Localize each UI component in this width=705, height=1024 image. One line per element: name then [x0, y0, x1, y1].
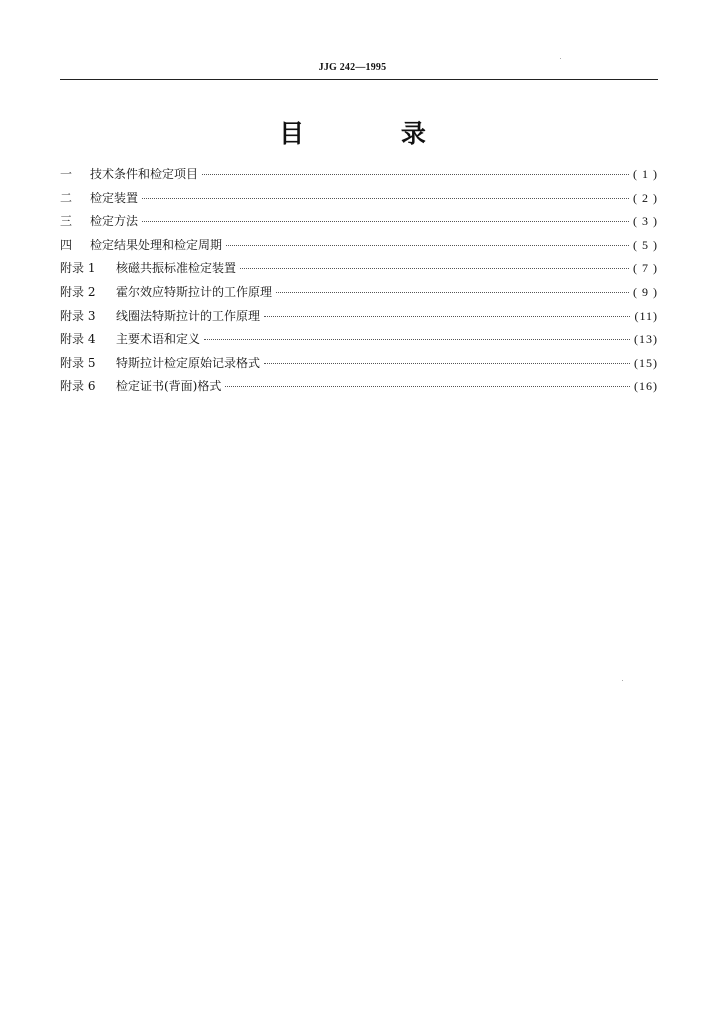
- header-rule: [60, 79, 658, 80]
- toc-entry-number: 附录 5: [60, 355, 96, 370]
- toc-entry[interactable]: [60, 283, 658, 307]
- toc-entry-title: 检定结果处理和检定周期: [90, 237, 223, 252]
- toc-entry-page: ( 7 ): [633, 261, 658, 276]
- standard-code-header: JJG 242—1995: [318, 62, 387, 73]
- toc-entry[interactable]: [60, 330, 658, 354]
- dot-leader: [142, 198, 629, 199]
- dot-leader: [264, 363, 630, 364]
- toc-entry-title: 检定证书(背面)格式: [116, 379, 222, 394]
- toc-entry-title: 核磁共振标准检定装置: [116, 261, 237, 276]
- toc-entry-page: (15): [634, 355, 658, 370]
- toc-entry[interactable]: [60, 307, 658, 331]
- toc-entry-page: ( 3 ): [633, 214, 658, 229]
- toc-entry[interactable]: [60, 212, 658, 236]
- toc-entry-page: (13): [634, 332, 658, 347]
- toc-entry-number: 二: [60, 190, 73, 205]
- dot-leader: [204, 339, 630, 340]
- toc-entry-number: 三: [60, 214, 73, 229]
- toc-entry-title: 霍尔效应特斯拉计的工作原理: [116, 284, 273, 299]
- toc-entry-title: 主要术语和定义: [116, 332, 201, 347]
- toc-entry-number: 附录 2: [60, 284, 96, 299]
- toc-entry-title: 检定装置: [90, 190, 139, 205]
- toc-entry-page: (11): [634, 308, 658, 323]
- toc-entry[interactable]: [60, 165, 658, 189]
- page-title: 目 录: [279, 119, 470, 148]
- scan-speck: [560, 58, 561, 59]
- scan-speck: [622, 680, 623, 681]
- table-of-contents: [60, 165, 658, 401]
- toc-entry-page: (16): [634, 379, 658, 394]
- toc-entry-number: 附录 3: [60, 308, 96, 323]
- dot-leader: [276, 292, 629, 293]
- toc-entry[interactable]: [60, 236, 658, 260]
- dot-leader: [142, 221, 629, 222]
- toc-entry-page: ( 9 ): [633, 284, 658, 299]
- dot-leader: [225, 386, 630, 387]
- toc-entry[interactable]: [60, 377, 658, 401]
- toc-entry-number: 一: [60, 167, 73, 181]
- toc-entry-title: 技术条件和检定项目: [90, 167, 199, 181]
- toc-entry[interactable]: [60, 259, 658, 283]
- toc-entry-title: 线圈法特斯拉计的工作原理: [116, 308, 261, 323]
- toc-entry-title: 检定方法: [90, 214, 139, 229]
- toc-entry[interactable]: [60, 354, 658, 378]
- toc-entry-number: 四: [60, 237, 73, 252]
- dot-leader: [226, 245, 629, 246]
- dot-leader: [202, 174, 629, 175]
- toc-entry-page: ( 1 ): [633, 167, 658, 181]
- toc-entry-number: 附录 1: [60, 261, 96, 276]
- toc-entry-page: ( 5 ): [633, 237, 658, 252]
- toc-entry-number: 附录 4: [60, 332, 96, 347]
- dot-leader: [264, 316, 630, 317]
- toc-entry-title: 特斯拉计检定原始记录格式: [116, 355, 261, 370]
- toc-entry-number: 附录 6: [60, 379, 96, 394]
- toc-entry-page: ( 2 ): [633, 190, 658, 205]
- dot-leader: [240, 268, 629, 269]
- toc-entry[interactable]: [60, 189, 658, 213]
